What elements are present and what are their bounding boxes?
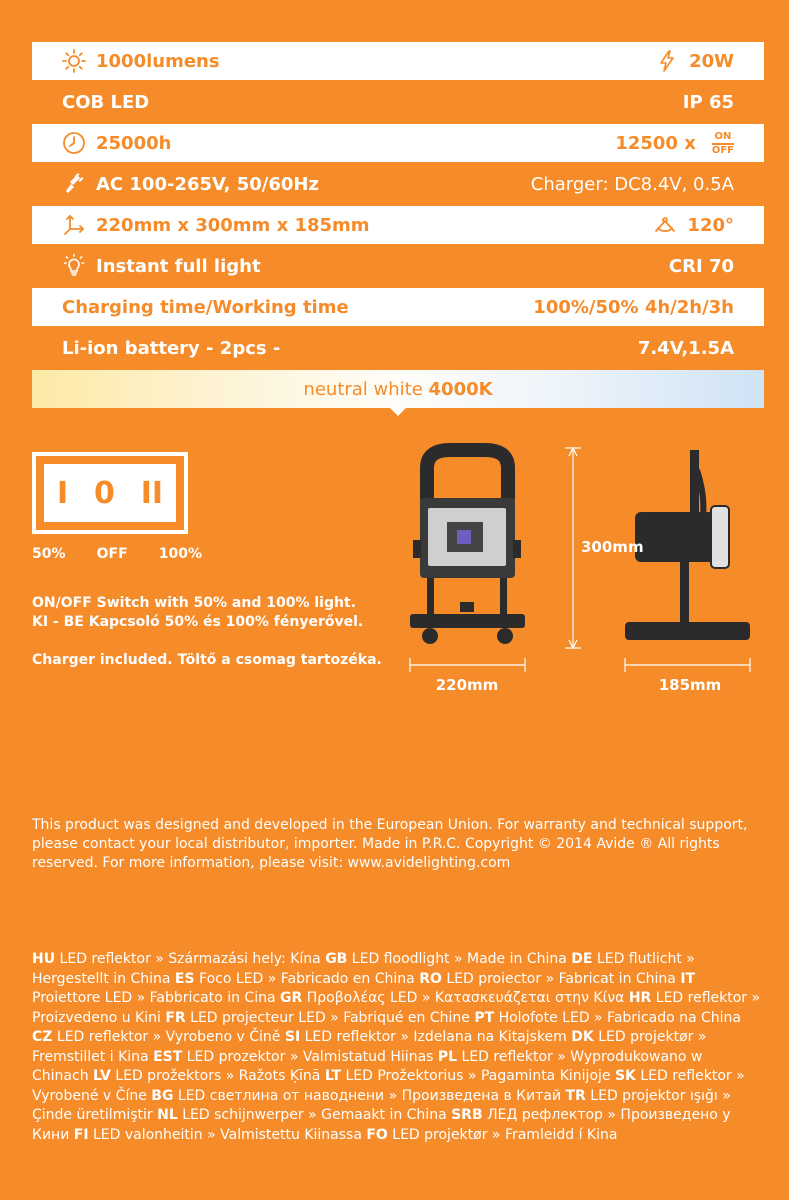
language-text: LED reflektor » Izdelana na Kitajskem <box>300 1029 572 1045</box>
language-code: DE <box>571 951 593 967</box>
power-value: 20W <box>689 50 734 72</box>
front-view-illustration <box>410 450 525 644</box>
spec-row-start <box>32 247 764 285</box>
language-text: LED proiector » Fabricat in China <box>441 970 681 987</box>
language-text: LED светлина от наводнени » Произведена в Китай <box>173 1087 566 1104</box>
plug-icon <box>62 172 86 196</box>
charging-value: 100%/50% 4h/2h/3h <box>533 296 734 318</box>
language-text: LED flutlicht » Hergestellt in China <box>32 951 695 987</box>
dimensions-value: 220mm x 300mm x 185mm <box>96 214 370 236</box>
ac-input-value: AC 100-265V, 50/60Hz <box>96 173 319 195</box>
language-code: HR <box>628 990 652 1006</box>
language-text: LED reflektor » Wyprodukowano w Chinach <box>32 1048 703 1084</box>
language-code: GB <box>325 951 348 967</box>
switch-legend-50: 50% <box>32 546 66 562</box>
language-code: TR <box>565 1087 586 1104</box>
language-code: EST <box>153 1048 183 1065</box>
charger-output-value: Charger: DC8.4V, 0.5A <box>530 173 734 195</box>
spec-row-battery <box>32 329 764 367</box>
depth-label: 185mm <box>658 676 722 694</box>
sun-icon <box>62 49 86 73</box>
language-text: LED reflektor » Származási hely: Kína <box>55 951 326 967</box>
language-code: IT <box>680 970 696 987</box>
beam-angle-icon <box>653 213 677 237</box>
language-code: LT <box>324 1068 341 1084</box>
side-view-illustration <box>625 450 750 640</box>
multilingual-descriptions <box>32 950 762 1145</box>
color-temp-value: 4000K <box>428 378 493 400</box>
color-temperature-bar <box>32 370 764 408</box>
language-text: LED projektør » Framleidd í Kina <box>387 1126 618 1143</box>
color-temp-prefix: neutral white <box>303 378 429 400</box>
language-code: SRB <box>451 1107 483 1123</box>
language-code: LV <box>93 1068 111 1084</box>
ip-rating: IP 65 <box>682 91 734 113</box>
language-text: Holofote LED » Fabricado na China <box>494 1009 742 1026</box>
language-code: DK <box>571 1029 594 1045</box>
bulb-icon <box>62 254 86 278</box>
height-dimension-line <box>565 448 581 648</box>
language-code: RO <box>419 970 442 987</box>
product-dimension-diagram <box>405 440 765 700</box>
language-text: LED projektør » Fremstillet i Kina <box>32 1029 707 1065</box>
led-type: COB LED <box>62 91 150 113</box>
on-off-badge: ON OFF <box>711 130 734 156</box>
language-text: Foco LED » Fabricado en China <box>194 970 420 987</box>
language-text: LED valonheitin » Valmistettu Kiinassa <box>88 1126 367 1143</box>
language-text: LED projektor ışığı » Çinde üretilmiştir <box>32 1087 731 1123</box>
beam-angle-value: 120° <box>687 214 734 236</box>
start-value: Instant full light <box>96 255 261 277</box>
switch-diagram <box>32 452 188 534</box>
language-code: PT <box>474 1009 495 1026</box>
switch-description <box>32 594 363 632</box>
language-code: FI <box>73 1126 89 1143</box>
language-code: FO <box>366 1126 388 1143</box>
spec-row-lifetime <box>32 124 764 162</box>
lumens-value: 1000lumens <box>96 50 220 72</box>
switch-legend-100: 100% <box>158 546 202 562</box>
language-text: LED Prožektorius » Pagaminta Kinijoje <box>341 1068 615 1084</box>
language-code: SK <box>614 1068 636 1084</box>
width-dimension-line <box>410 658 525 672</box>
language-text: LED floodlight » Made in China <box>347 951 572 967</box>
switch-description-en: ON/OFF Switch with 50% and 100% light. <box>32 595 356 611</box>
spec-row-dimensions <box>32 206 764 244</box>
language-code: ES <box>174 970 195 987</box>
language-code: GR <box>280 990 303 1006</box>
switch-description-hu: KI - BE Kapcsoló 50% és 100% fényerővel. <box>32 614 364 630</box>
spec-table <box>32 42 764 408</box>
language-text: LED reflektor » Vyrobeno v Čině <box>52 1029 285 1045</box>
dimensions-axes-icon <box>62 213 86 237</box>
language-text: LED schijnwerper » Gemaakt in China <box>177 1107 452 1123</box>
charger-note: Charger included. Töltő a csomag tartozéka. <box>32 652 382 668</box>
language-code: SI <box>284 1029 301 1045</box>
lifetime-value: 25000h <box>96 132 172 154</box>
spec-row-led-type <box>32 83 764 121</box>
switch-cycles-value: 12500 x <box>615 132 696 154</box>
switch-face <box>44 464 176 522</box>
width-label: 220mm <box>435 676 499 694</box>
language-text: ЛЕД рефлектор » Произведено у Кини <box>32 1107 731 1143</box>
battery-label: Li-ion battery - 2pcs - <box>62 337 281 359</box>
battery-value: 7.4V,1.5A <box>637 337 734 359</box>
language-text: LED reflektor » Proizvedeno u Kini <box>32 990 761 1026</box>
language-text: LED projecteur LED » Fabriqué en Chine <box>185 1009 475 1026</box>
language-text: LED reflektor » Vyrobené v Číne <box>32 1068 745 1104</box>
language-code: HU <box>32 951 56 967</box>
spec-row-charging <box>32 288 764 326</box>
spec-row-lumens <box>32 42 764 80</box>
clock-icon <box>62 131 86 155</box>
spec-row-input <box>32 165 764 203</box>
language-text: LED prožektors » Ražots Ķīnā <box>110 1068 325 1084</box>
depth-dimension-line <box>625 658 750 672</box>
language-text: Proiettore LED » Fabbricato in Cina <box>32 990 280 1006</box>
language-code: FR <box>165 1009 186 1026</box>
language-code: NL <box>157 1107 178 1123</box>
switch-position-1: I <box>56 475 69 511</box>
switch-position-2: II <box>140 475 164 511</box>
about-paragraph: This product was designed and developed in the European Union. For warranty and technical support, please contact your local distributor, importer. Made in P.R.C. Copyright © 2014 Avide ® All rights reserved. For more information, please visit: www.avidelighting.com <box>32 817 748 871</box>
switch-position-0: 0 <box>93 475 115 511</box>
color-bar-marker <box>390 408 406 416</box>
charging-label: Charging time/Working time <box>62 296 349 318</box>
cri-value: CRI 70 <box>668 255 734 277</box>
language-code: PL <box>437 1048 458 1065</box>
power-bolt-icon <box>655 49 679 73</box>
language-code: BG <box>151 1087 174 1104</box>
height-label: 300mm <box>581 538 644 556</box>
switch-legend-off: OFF <box>96 546 128 562</box>
language-code: CZ <box>32 1029 53 1045</box>
switch-legend <box>32 546 202 562</box>
language-text: Προβολέας LED » Κατασκευάζεται στην Κίνα <box>302 990 629 1006</box>
language-text: LED prozektor » Valmistatud Hiinas <box>182 1048 438 1065</box>
